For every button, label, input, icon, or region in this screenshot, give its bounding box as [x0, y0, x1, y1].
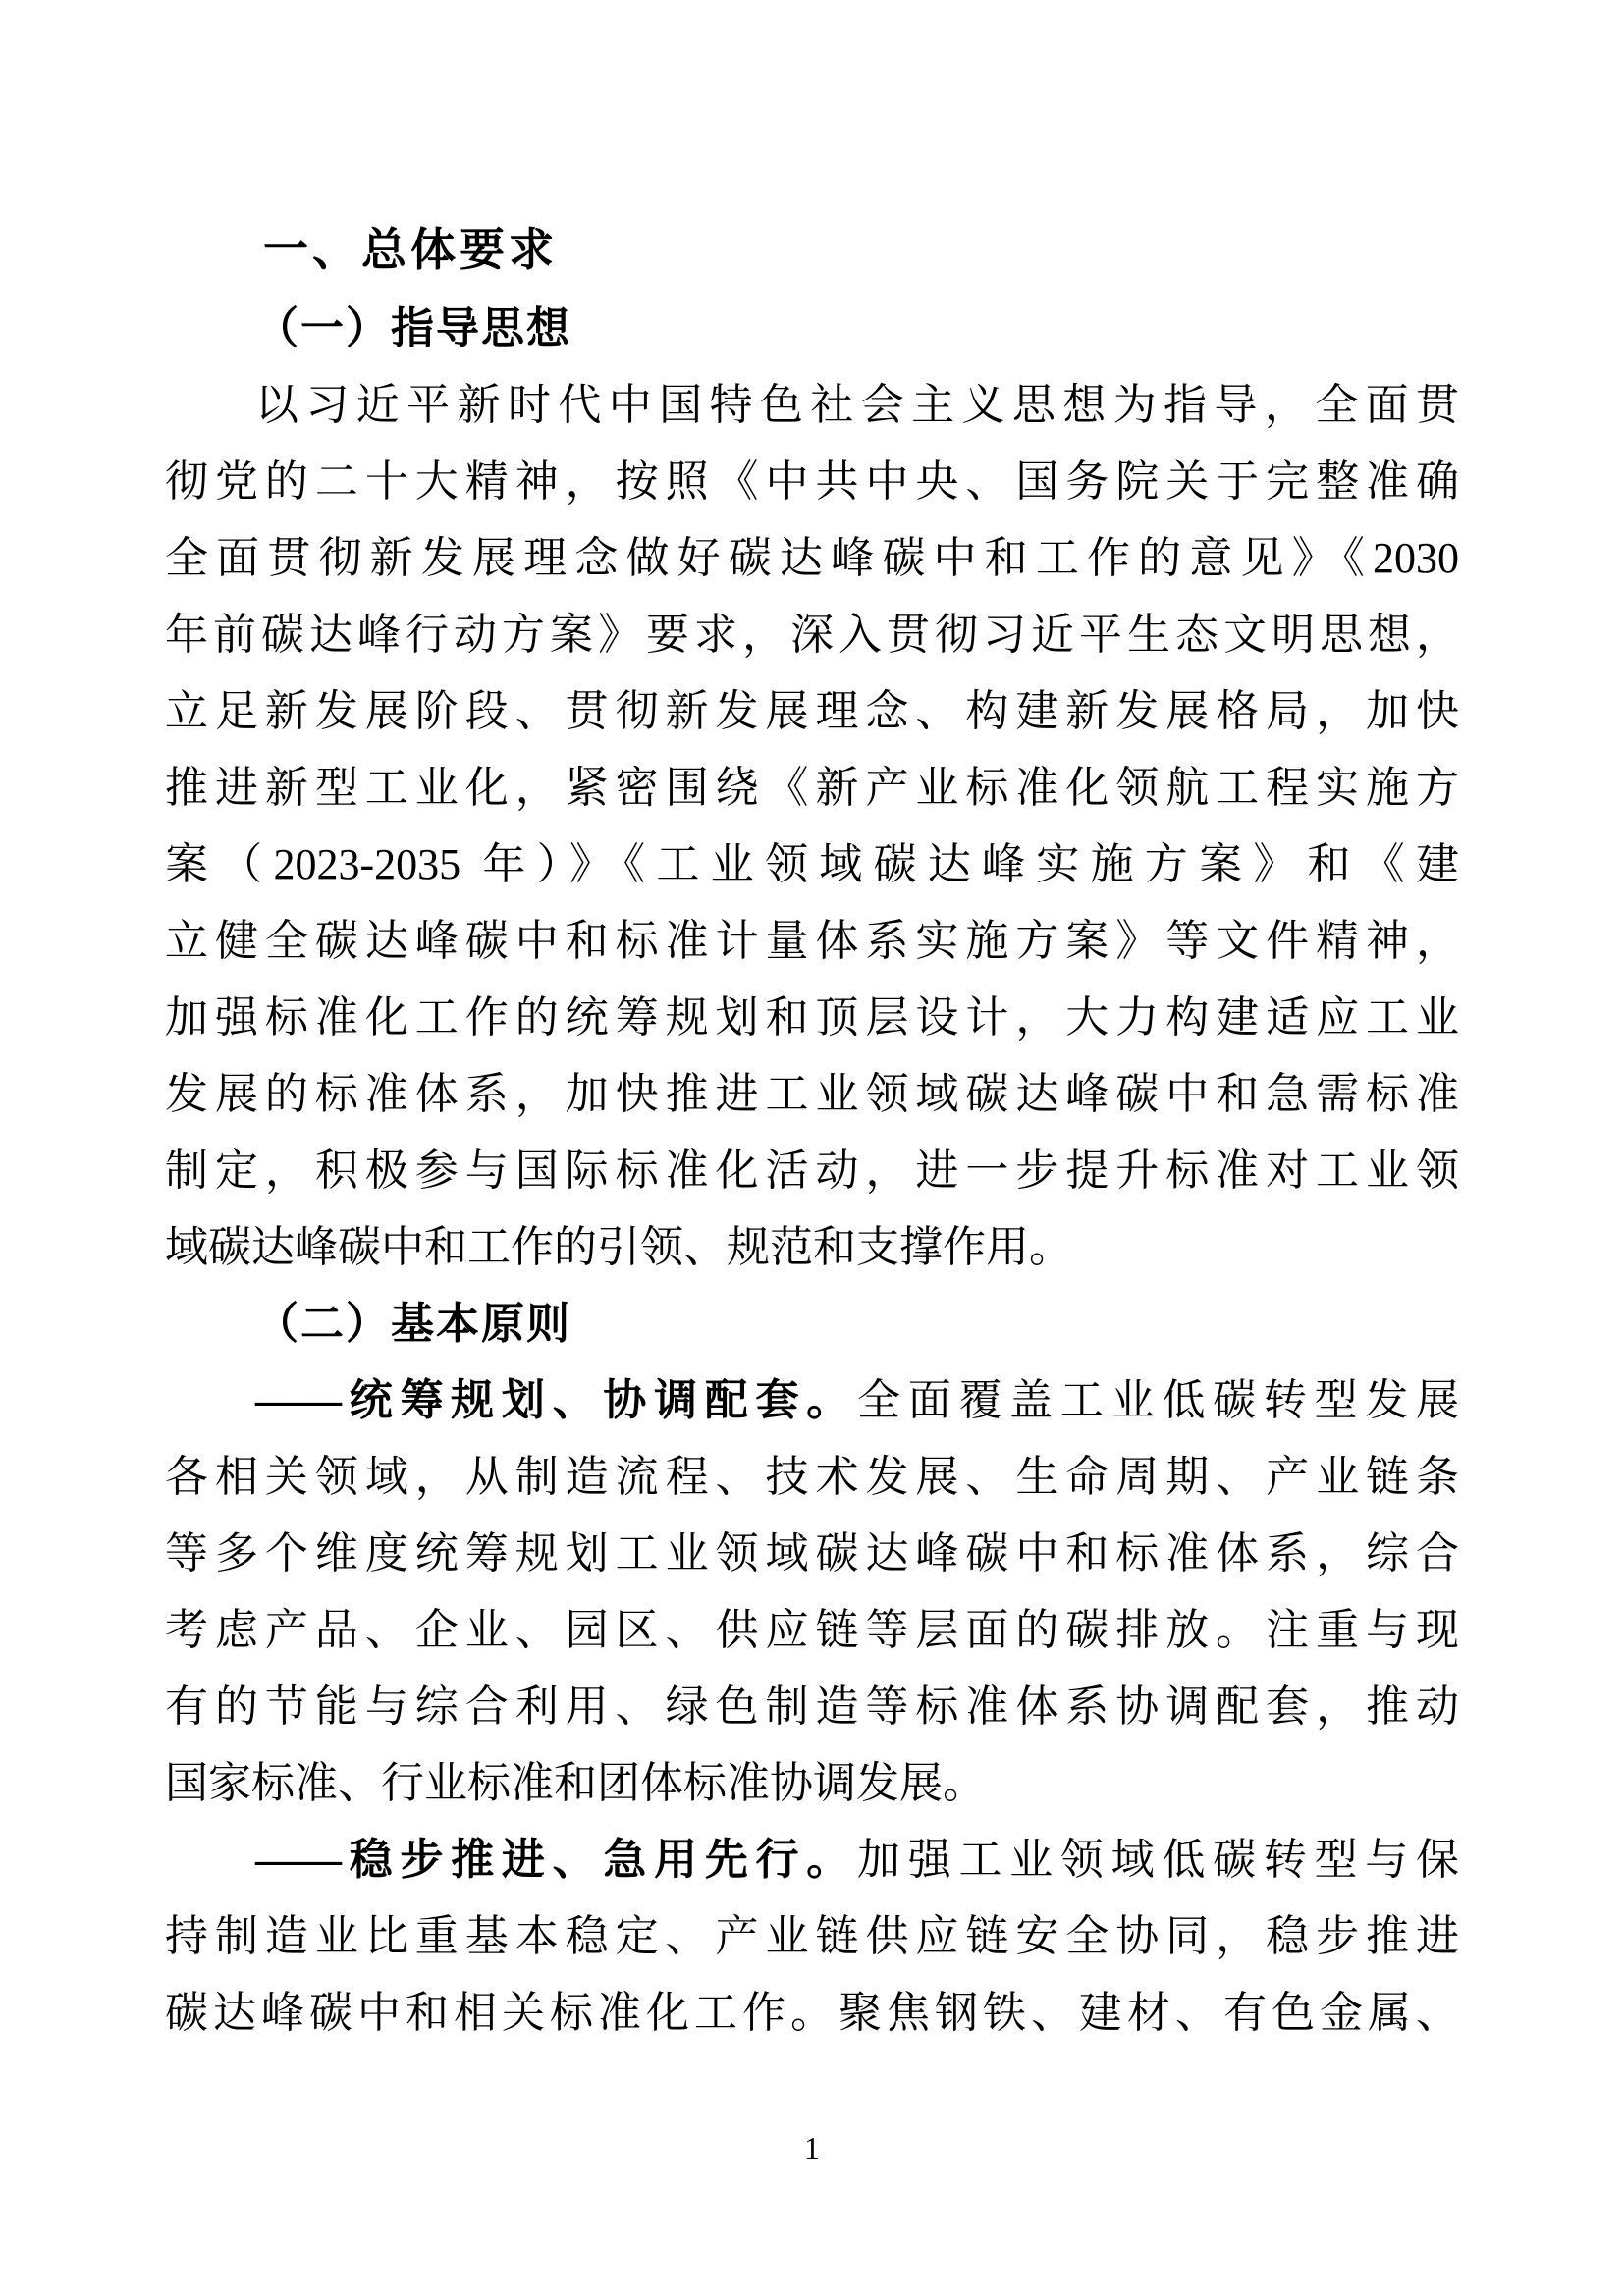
text-line [165, 367, 1459, 444]
text-segment: 各相关领域，从制造流程、技术发展、生命周期、产业链条 [165, 1453, 1459, 1501]
text-line [165, 1133, 1459, 1209]
text-segment: 碳达峰碳中和相关标准化工作。聚焦钢铁、建材、有色金属、 [165, 1989, 1459, 2037]
paragraph [165, 1822, 1459, 2052]
text-line [165, 1898, 1459, 1975]
text-line [165, 1975, 1459, 2052]
text-segment: 加强标准化工作的统筹规划和顶层设计，大力构建适应工业 [165, 993, 1459, 1041]
text-segment: 全面贯彻新发展理念做好碳达峰碳中和工作的意见》《2030 [165, 534, 1459, 582]
principle-name: ——稳步推进、急用先行。 [255, 1836, 857, 1884]
text-line [165, 1669, 1459, 1745]
text-segment: 全面覆盖工业低碳转型发展 [857, 1376, 1459, 1424]
text-segment: 推进新型工业化，紧密围绕《新产业标准化领航工程实施方 [165, 764, 1459, 812]
principle-name: ——统筹规划、协调配套。 [255, 1376, 857, 1424]
text-segment: 有的节能与综合利用、绿色制造等标准体系协调配套，推动 [165, 1682, 1459, 1731]
text-line [165, 444, 1459, 520]
text-segment: 以习近平新时代中国特色社会主义思想为指导，全面贯 [255, 381, 1459, 429]
text-line [165, 827, 1459, 903]
text-line [165, 1592, 1459, 1669]
subsection-heading: （二）基本原则 [255, 1300, 571, 1348]
text-line [165, 597, 1459, 673]
text-segment: 等多个维度统筹规划工业领域碳达峰碳中和标准体系，综合 [165, 1529, 1459, 1577]
text-segment: 域碳达峰碳中和工作的引领、规范和支撑作用。 [165, 1223, 1072, 1271]
document-body [165, 291, 1459, 2052]
text-line [165, 1056, 1459, 1133]
text-segment: 国家标准、行业标准和团体标准协调发展。 [165, 1759, 986, 1807]
page-content [165, 208, 1459, 2052]
text-line [165, 1516, 1459, 1592]
text-segment: 立健全碳达峰碳中和标准计量体系实施方案》等文件精神， [165, 917, 1459, 965]
subsection-heading: （一）指导思想 [255, 304, 571, 352]
text-segment: 持制造业比重基本稳定、产业链供应链安全协同，稳步推进 [165, 1912, 1459, 1960]
paragraph [165, 1362, 1459, 1822]
text-segment: 制定，积极参与国际标准化活动，进一步提升标准对工业领 [165, 1147, 1459, 1195]
text-line [165, 1362, 1459, 1439]
text-segment: 考虑产品、企业、园区、供应链等层面的碳排放。注重与现 [165, 1606, 1459, 1654]
text-line [165, 673, 1459, 750]
section-title: 一、总体要求 [263, 224, 558, 275]
text-line [165, 1822, 1459, 1898]
page-footer [0, 2130, 1624, 2166]
text-segment: 彻党的二十大精神，按照《中共中央、国务院关于完整准确 [165, 457, 1459, 506]
text-segment: 年前碳达峰行动方案》要求，深入贯彻习近平生态文明思想， [165, 611, 1459, 659]
text-line [165, 903, 1459, 980]
paragraph [165, 367, 1459, 1286]
text-line [165, 1439, 1459, 1516]
text-line [165, 980, 1459, 1056]
page-number: 1 [804, 2130, 820, 2165]
text-segment: 加强工业领域低碳转型与保 [857, 1836, 1459, 1884]
text-segment: 发展的标准体系，加快推进工业领域碳达峰碳中和急需标准 [165, 1070, 1459, 1118]
text-segment: 案（2023-2035 年）》《工业领域碳达峰实施方案》和《建 [165, 840, 1459, 888]
text-line [165, 1745, 1459, 1822]
text-line [165, 520, 1459, 597]
text-segment: 立足新发展阶段、贯彻新发展理念、构建新发展格局，加快 [165, 687, 1459, 735]
text-line [165, 750, 1459, 827]
text-line [165, 1209, 1459, 1286]
